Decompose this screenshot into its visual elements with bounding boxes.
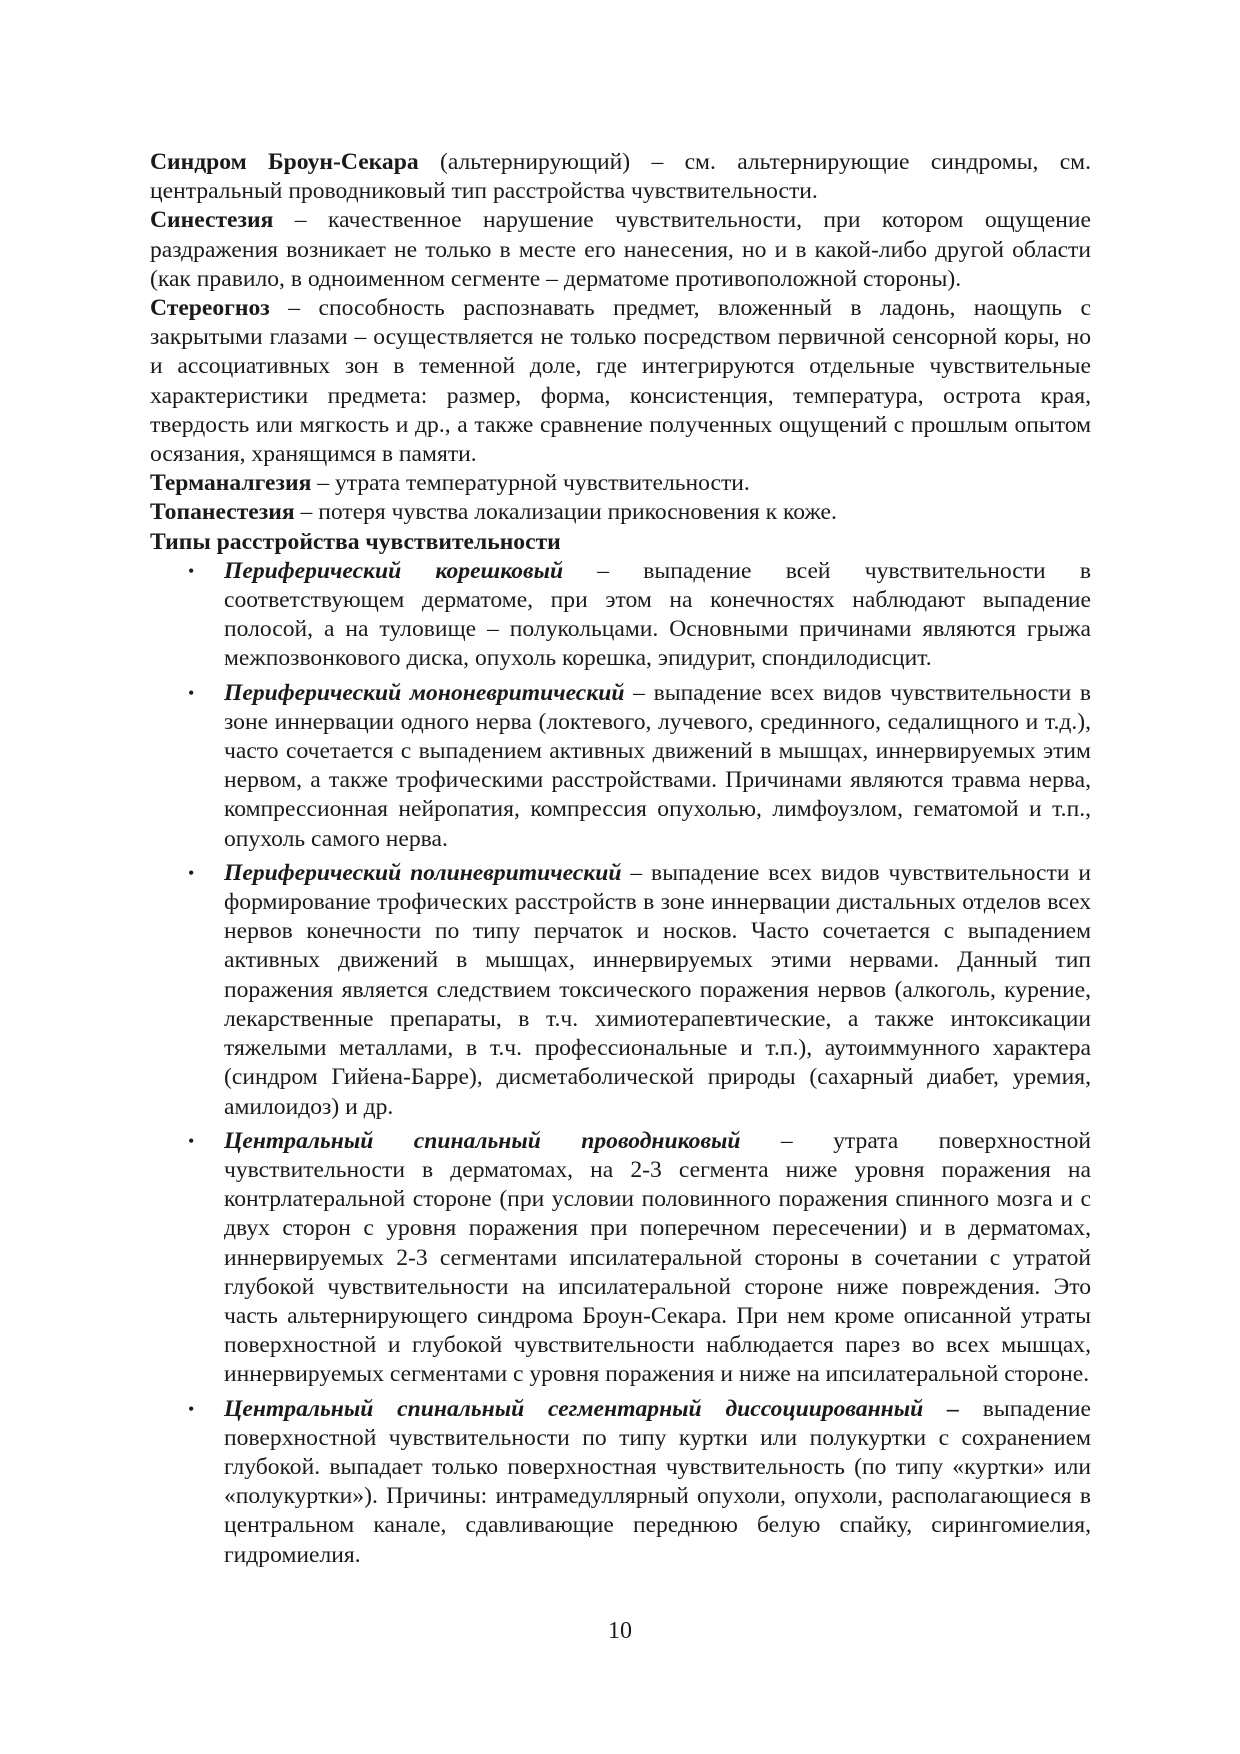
definition-text: – способность распознавать предмет, вложенный в ладонь, наощупь с закрытыми глазами – осуществляется не только посредством первичной сенсорной коры, но и ассоциативных зон в теменной доле, где интегрируются отдельные чувствительные характеристики предмета: размер, форма, консистенция, температура, острота края, твердость или мягкость и др., а также сравнение полученных ощущений с прошлым опытом осязания, хранящимся в памяти. — [150, 295, 1091, 468]
page-body — [150, 148, 1091, 1575]
list-item — [150, 1395, 1091, 1570]
type-text: – утрата поверхностной чувствительности в дерматомах, на 2-3 сегмента ниже уровня поражения на контрлатеральной стороне (при условии половинного поражения спинного мозга и с двух сторон с уровня поражения при поперечном пересечении) и в дерматомах, иннервируемых 2-3 сегментами ипсилатеральной стороны в сочетании с утратой глубокой чувствительности на ипсилатеральной стороне ниже повреждения. Это часть альтернирующего синдрома Броун-Секара. При нем кроме описанной утраты поверхностной и глубокой чувствительности наблюдается парез во всех мышцах, иннервируемых сегментами с уровня поражения и ниже на ипсилатеральной стороне. — [224, 1127, 1091, 1388]
list-item — [150, 859, 1091, 1122]
definition-term: Топанестезия — [150, 499, 295, 526]
definition-paragraph — [150, 469, 1091, 498]
type-text: выпадение поверхностной чувствительности по типу куртки или полукуртки с сохранением глубокой. выпадает только поверхностная чувствительность (по типу «куртки» или «полукуртки»). Причины: интрамедуллярный опухоли, опухоли, располагающиеся в центральном канале, сдавливающие переднюю белую спайку, сирингомиелия, гидромиелия. — [224, 1395, 1091, 1568]
definition-text: (альтернирующий) – см. альтернирующие синдромы, см. центральный проводниковый тип расстройства чувствительности. — [150, 149, 1091, 205]
type-text: – выпадение всех видов чувствительности в зоне иннервации одного нерва (локтевого, лучевого, срединного, седалищного и т.д.), часто сочетается с выпадением активных движений в мышцах, иннервируемых этим нервом, а также трофическими расстройствами. Причинами являются травма нерва, компрессионная нейропатия, компрессия опухолью, лимфоузлом, гематомой и т.п., опухоль самого нерва. — [224, 679, 1092, 852]
definition-paragraph — [150, 498, 1091, 527]
bullet-icon: • — [188, 1398, 195, 1419]
type-name: Периферический корешковый — [224, 557, 564, 584]
type-text: – выпадение всех видов чувствительности и формирование трофических расстройств в зоне иннервации дистальных отделов всех нервов конечности по типу перчаток и носков. Часто сочетается с выпадением активных движений в мышцах, иннервируемых этими нервами. Данный тип поражения является следствием токсического поражения нервов (алкоголь, курение, лекарственные препараты, в т.ч. химиотерапевтические, а также интоксикации тяжелыми металлами, в т.ч. профессиональные и т.п.), аутоиммунного характера (синдром Гийена-Барре), дисметаболической природы (сахарный диабет, уремия, амилоидоз) и др. — [224, 859, 1091, 1120]
definition-paragraph — [150, 294, 1091, 469]
bullet-icon: • — [188, 862, 195, 883]
bullet-icon: • — [188, 560, 195, 581]
definition-term: Синестезия — [150, 207, 274, 234]
list-item — [150, 679, 1091, 854]
type-name: Периферический мононевритический — [224, 679, 625, 706]
definition-paragraph — [150, 206, 1091, 294]
list-item — [150, 1127, 1091, 1390]
definition-paragraph — [150, 148, 1091, 206]
types-list — [150, 557, 1091, 1570]
bullet-icon: • — [188, 1130, 195, 1151]
list-item — [150, 557, 1091, 674]
definition-term: Стереогноз — [150, 295, 270, 322]
bullet-icon: • — [188, 682, 195, 703]
type-name: Центральный спинальный сегментарный диссоциированный – — [224, 1395, 959, 1422]
definition-term: Терманалгезия — [150, 470, 312, 497]
definition-text: – утрата температурной чувствительности. — [311, 470, 750, 497]
type-name: Центральный спинальный проводниковый — [224, 1127, 741, 1154]
page-number: 10 — [608, 1618, 632, 1644]
definition-text: – потеря чувства локализации прикосновения к коже. — [294, 499, 837, 526]
section-heading: Типы расстройства чувствительности — [150, 528, 561, 555]
type-name: Периферический полиневритический — [224, 859, 622, 886]
type-text: – выпадение всей чувствительности в соответствующем дерматоме, при этом на конечностях наблюдают выпадение полосой, а на туловище – полукольцами. Основными причинами являются грыжа межпозвонкового диска, опухоль корешка, эпидурит, спондилодисцит. — [224, 557, 1091, 672]
definition-text: – качественное нарушение чувствительности, при котором ощущение раздражения возникает не только в месте его нанесения, но и в какой-либо другой области (как правило, в одноименном сегменте – дерматоме противоположной стороны). — [150, 207, 1091, 292]
definition-term: Синдром Броун-Секара — [150, 149, 419, 175]
